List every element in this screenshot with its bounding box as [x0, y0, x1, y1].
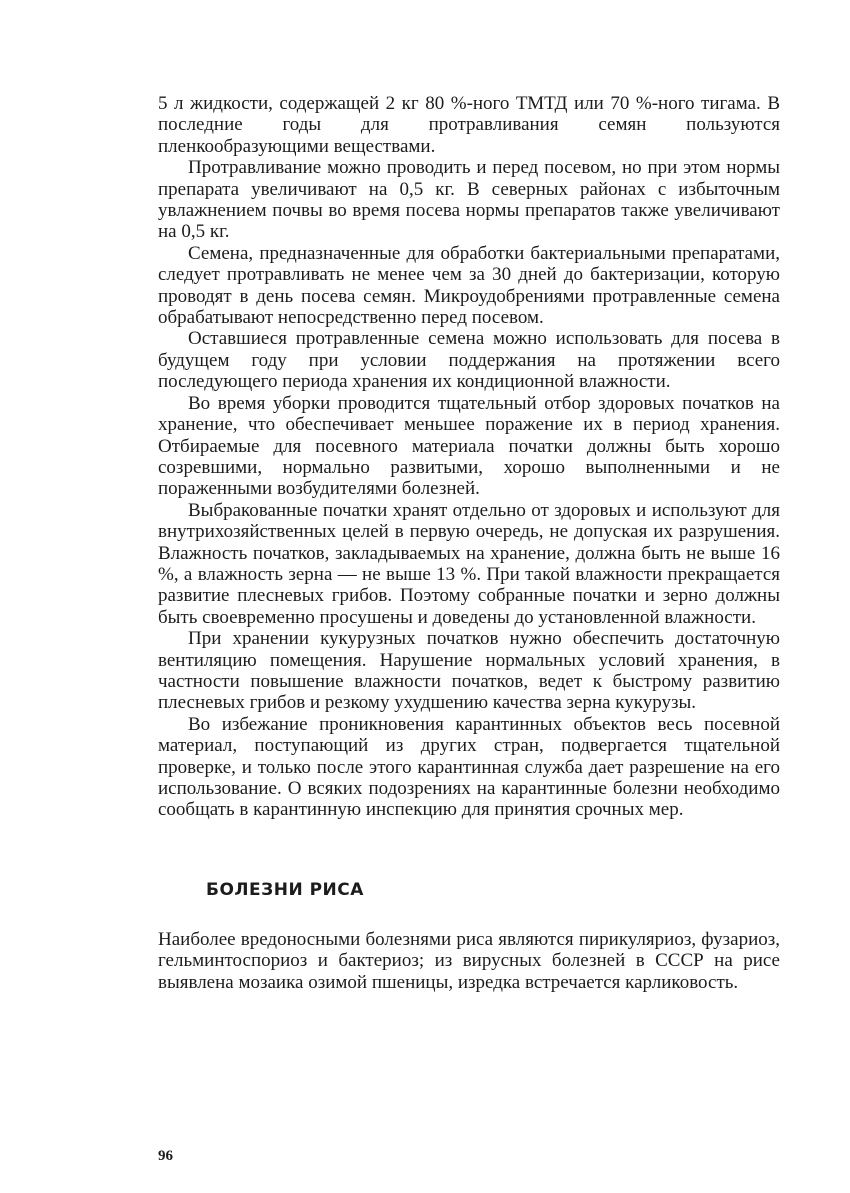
- paragraph-continued: 5 л жидкости, содержащей 2 кг 80 %-ного ТМТД или 70 %-ного тигама. В последние годы для протравливания семян пользуются пленкообразующими веществами.: [158, 93, 780, 157]
- page-text: [158, 93, 780, 993]
- paragraph-quarantine: Во избежание проникновения карантинных объектов весь посевной материал, поступающий из других стран, подвергается тщательной проверке, и только после этого карантинная служба дает разрешение на его использование. О всяких подозрениях на карантинные болезни необходимо сообщать в карантинную инспекцию для принятия срочных мер.: [158, 713, 780, 821]
- paragraph-rejected-cobs: Выбракованные початки хранят отдельно от здоровых и используют для внутрихозяйственных целей в первую очередь, не допуская их разрушения. Влажность початков, закладываемых на хранение, должна быть не выше 16 %, а влажность зерна — не выше 13 %. При такой влажности прекращается развитие плесневых грибов. Поэтому собранные початки и зерно должны быть своевременно просушены и доведены до установленной влажности.: [158, 499, 780, 628]
- paragraph-bacterial-preparations: Семена, предназначенные для обработки бактериальными препаратами, следует протравливать не менее чем за 30 дней до бактеризации, которую проводят в день посева семян. Микроудобрениями протравленные семена обрабатывают непосредственно перед посевом.: [158, 242, 780, 329]
- page-number: 96: [158, 1148, 173, 1164]
- section-heading: БОЛЕЗНИ РИСА: [206, 879, 364, 900]
- paragraph-seed-treatment-timing: Протравливание можно проводить и перед посевом, но при этом нормы препарата увеличивают на 0,5 кг. В северных районах с избыточным увлажнением почвы во время посева нормы препаратов также увеличивают на 0,5 кг.: [158, 157, 780, 243]
- paragraph-storage-ventilation: При хранении кукурузных початков нужно обеспечить достаточную вентиляцию помещения. Нарушение нормальных условий хранения, в частности повышение влажности початков, ведет к быстрому развитию плесневых грибов и резкому ухудшению качества зерна кукурузы.: [158, 628, 780, 714]
- paragraph-harvest-selection: Во время уборки проводится тщательный отбор здоровых початков на хранение, что обеспечивает меньшее поражение их в период хранения. Отбираемые для посевного материала початки должны быть хорошо созревшими, нормально развитыми, хорошо выполненными и не пораженными возбудителями болезней.: [158, 392, 780, 500]
- paragraph-rice-diseases: Наиболее вредоносными болезнями риса являются пирикуляриоз, фузариоз, гельминтоспориоз и бактериоз; из вирусных болезней в СССР на рисе выявлена мозаика озимой пшеницы, изредка встречается карликовость.: [158, 928, 780, 993]
- paragraph-leftover-seeds: Оставшиеся протравленные семена можно использовать для посева в будущем году при условии поддержания на протяжении всего последующего периода хранения их кондиционной влажности.: [158, 328, 780, 393]
